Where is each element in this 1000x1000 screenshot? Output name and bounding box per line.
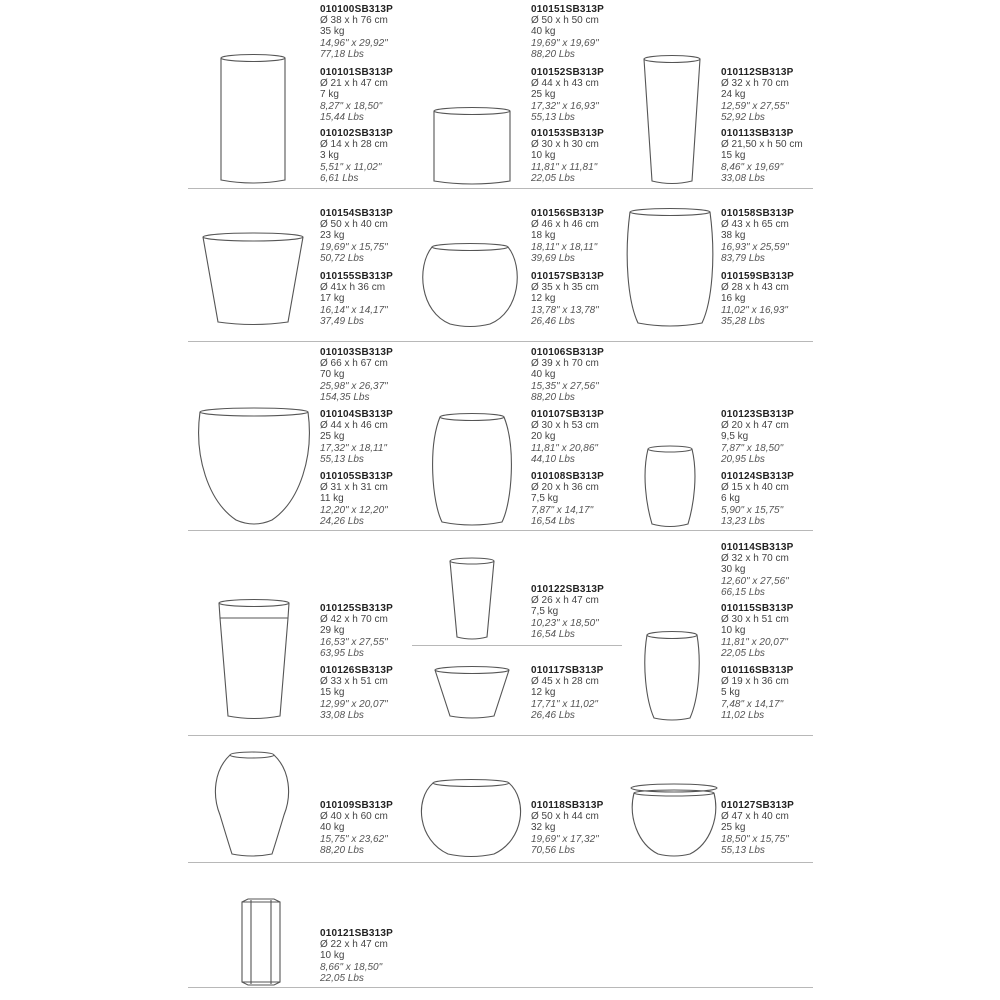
product-dimensions-inch: 17,32" x 18,11" xyxy=(320,442,387,454)
product-spec xyxy=(320,409,440,465)
product-code: 010105SB313P xyxy=(320,471,394,482)
product-spec xyxy=(721,271,841,327)
product-code: 010122SB313P xyxy=(531,584,605,595)
product-code: 010109SB313P xyxy=(320,800,394,811)
product-weight-kg: 25 kg xyxy=(320,431,345,443)
product-spec xyxy=(320,271,440,327)
product-weight-lbs: 22,05 Lbs xyxy=(721,647,765,659)
product-dimensions-cm: Ø 44 x h 43 cm xyxy=(531,78,599,90)
product-weight-lbs: 37,49 Lbs xyxy=(320,315,364,327)
product-spec xyxy=(721,409,841,465)
product-weight-kg: 40 kg xyxy=(531,26,556,38)
product-dimensions-inch: 16,93" x 25,59" xyxy=(721,241,789,253)
low-cylinder-planter-illustration xyxy=(432,106,512,188)
product-code: 010121SB313P xyxy=(320,928,394,939)
product-dimensions-cm: Ø 46 x h 46 cm xyxy=(531,219,599,231)
product-dimensions-cm: Ø 20 x h 47 cm xyxy=(721,420,789,432)
product-dimensions-inch: 12,20" x 12,20" xyxy=(320,504,388,516)
product-weight-kg: 30 kg xyxy=(721,564,746,576)
product-weight-lbs: 66,15 Lbs xyxy=(721,586,765,598)
product-weight-kg: 3 kg xyxy=(320,150,339,162)
product-weight-kg: 10 kg xyxy=(320,950,345,962)
product-dimensions-cm: Ø 50 x h 50 cm xyxy=(531,15,599,27)
product-dimensions-inch: 7,87" x 14,17" xyxy=(531,504,594,516)
product-spec xyxy=(721,67,841,123)
product-dimensions-inch: 12,99" x 20,07" xyxy=(320,698,388,710)
product-dimensions-cm: Ø 19 x h 36 cm xyxy=(721,676,789,688)
product-dimensions-cm: Ø 28 x h 43 cm xyxy=(721,282,789,294)
product-spec xyxy=(320,4,440,60)
product-weight-kg: 6 kg xyxy=(721,493,740,505)
slim-tall-tapered-planter-illustration xyxy=(448,557,496,643)
product-code: 010125SB313P xyxy=(320,603,394,614)
product-dimensions-cm: Ø 22 x h 47 cm xyxy=(320,939,388,951)
product-spec xyxy=(531,800,651,856)
product-spec xyxy=(320,603,440,659)
row-divider-5 xyxy=(188,862,813,863)
row-divider-4 xyxy=(188,735,813,736)
product-weight-lbs: 50,72 Lbs xyxy=(320,252,364,264)
product-code: 010156SB313P xyxy=(531,208,605,219)
product-weight-kg: 25 kg xyxy=(531,89,556,101)
product-weight-kg: 11 kg xyxy=(320,493,344,505)
product-dimensions-cm: Ø 39 x h 70 cm xyxy=(531,358,599,370)
product-spec xyxy=(531,271,651,327)
product-weight-kg: 16 kg xyxy=(721,293,746,305)
product-dimensions-inch: 15,75" x 23,62" xyxy=(320,833,388,845)
product-dimensions-inch: 18,50" x 15,75" xyxy=(721,833,789,845)
product-weight-lbs: 20,95 Lbs xyxy=(721,453,765,465)
product-code: 010112SB313P xyxy=(721,67,794,78)
product-weight-lbs: 11,02 Lbs xyxy=(721,709,765,721)
product-spec xyxy=(721,208,841,264)
product-dimensions-inch: 11,81" x 20,86" xyxy=(531,442,598,454)
product-code: 010127SB313P xyxy=(721,800,795,811)
product-code: 010117SB313P xyxy=(531,665,604,676)
product-spec xyxy=(320,665,440,721)
product-dimensions-cm: Ø 38 x h 76 cm xyxy=(320,15,388,27)
product-dimensions-inch: 8,27" x 18,50" xyxy=(320,100,383,112)
product-spec xyxy=(531,584,651,640)
product-dimensions-cm: Ø 33 x h 51 cm xyxy=(320,676,388,688)
product-dimensions-cm: Ø 44 x h 46 cm xyxy=(320,420,388,432)
product-code: 010113SB313P xyxy=(721,128,794,139)
product-weight-kg: 17 kg xyxy=(320,293,345,305)
product-weight-lbs: 24,26 Lbs xyxy=(320,515,364,527)
product-weight-lbs: 15,44 Lbs xyxy=(320,111,364,123)
product-spec xyxy=(320,928,440,984)
product-dimensions-cm: Ø 30 x h 51 cm xyxy=(721,614,789,626)
product-code: 010157SB313P xyxy=(531,271,605,282)
product-dimensions-cm: Ø 15 x h 40 cm xyxy=(721,482,789,494)
product-weight-lbs: 22,05 Lbs xyxy=(531,172,575,184)
product-dimensions-inch: 8,46" x 19,69" xyxy=(721,161,784,173)
product-spec xyxy=(721,800,841,856)
product-dimensions-cm: Ø 20 x h 36 cm xyxy=(531,482,599,494)
row-divider-2 xyxy=(188,341,813,342)
product-dimensions-inch: 16,53" x 27,55" xyxy=(320,636,388,648)
product-code: 010126SB313P xyxy=(320,665,394,676)
product-dimensions-cm: Ø 32 x h 70 cm xyxy=(721,553,789,565)
product-weight-lbs: 88,20 Lbs xyxy=(531,48,575,60)
shallow-tapered-bowl-illustration xyxy=(432,666,512,722)
product-code: 010118SB313P xyxy=(531,800,604,811)
product-code: 010158SB313P xyxy=(721,208,795,219)
product-weight-lbs: 16,54 Lbs xyxy=(531,628,575,640)
product-code: 010108SB313P xyxy=(531,471,605,482)
product-dimensions-cm: Ø 50 x h 40 cm xyxy=(320,219,388,231)
product-code: 010154SB313P xyxy=(320,208,394,219)
large-egg-bowl-planter-illustration xyxy=(196,406,312,530)
product-weight-kg: 12 kg xyxy=(531,687,556,699)
product-weight-lbs: 83,79 Lbs xyxy=(721,252,765,264)
product-dimensions-inch: 17,71" x 11,02" xyxy=(531,698,598,710)
product-weight-lbs: 13,23 Lbs xyxy=(721,515,765,527)
product-dimensions-inch: 10,23" x 18,50" xyxy=(531,617,599,629)
product-spec xyxy=(320,128,440,184)
product-dimensions-cm: Ø 42 x h 70 cm xyxy=(320,614,388,626)
product-spec xyxy=(531,347,651,403)
product-weight-kg: 9,5 kg xyxy=(721,431,749,443)
product-weight-kg: 35 kg xyxy=(320,26,345,38)
row-divider-sub xyxy=(412,645,622,646)
product-code: 010155SB313P xyxy=(320,271,394,282)
product-spec xyxy=(721,471,841,527)
product-dimensions-inch: 18,11" x 18,11" xyxy=(531,241,598,253)
product-spec xyxy=(320,67,440,123)
product-dimensions-cm: Ø 30 x h 30 cm xyxy=(531,139,599,151)
product-dimensions-cm: Ø 47 x h 40 cm xyxy=(721,811,789,823)
product-dimensions-cm: Ø 21 x h 47 cm xyxy=(320,78,388,90)
product-dimensions-cm: Ø 30 x h 53 cm xyxy=(531,420,599,432)
product-weight-kg: 40 kg xyxy=(320,822,345,834)
product-dimensions-inch: 7,87" x 18,50" xyxy=(721,442,784,454)
product-code: 010159SB313P xyxy=(721,271,795,282)
product-spec xyxy=(531,4,651,60)
product-weight-kg: 20 kg xyxy=(531,431,556,443)
product-code: 010102SB313P xyxy=(320,128,394,139)
product-code: 010153SB313P xyxy=(531,128,605,139)
product-weight-lbs: 55,13 Lbs xyxy=(721,844,765,856)
product-weight-lbs: 52,92 Lbs xyxy=(721,111,765,123)
product-spec xyxy=(320,347,440,403)
product-dimensions-cm: Ø 40 x h 60 cm xyxy=(320,811,388,823)
slender-barrel-planter-illustration xyxy=(642,630,702,724)
product-spec xyxy=(721,128,841,184)
product-dimensions-inch: 7,48" x 14,17" xyxy=(721,698,784,710)
row-divider-3 xyxy=(188,530,813,531)
product-weight-kg: 70 kg xyxy=(320,369,345,381)
product-weight-kg: 23 kg xyxy=(320,230,345,242)
product-dimensions-cm: Ø 31 x h 31 cm xyxy=(320,482,388,494)
row-divider-1 xyxy=(188,188,813,189)
faceted-column-planter-illustration xyxy=(238,898,284,988)
tall-barrel-planter-illustration xyxy=(428,412,516,530)
product-weight-lbs: 26,46 Lbs xyxy=(531,709,575,721)
product-dimensions-cm: Ø 43 x h 65 cm xyxy=(721,219,789,231)
product-dimensions-inch: 11,81" x 11,81" xyxy=(531,161,598,173)
product-weight-kg: 10 kg xyxy=(531,150,556,162)
product-code: 010123SB313P xyxy=(721,409,795,420)
product-dimensions-cm: Ø 26 x h 47 cm xyxy=(531,595,599,607)
product-weight-lbs: 63,95 Lbs xyxy=(320,647,364,659)
product-weight-kg: 18 kg xyxy=(531,230,556,242)
product-code: 010106SB313P xyxy=(531,347,605,358)
product-code: 010114SB313P xyxy=(721,542,794,553)
product-weight-kg: 7 kg xyxy=(320,89,339,101)
wide-tapered-bowl-planter-illustration xyxy=(200,232,306,328)
product-code: 010151SB313P xyxy=(531,4,605,15)
product-spec xyxy=(531,128,651,184)
product-dimensions-cm: Ø 50 x h 44 cm xyxy=(531,811,599,823)
product-dimensions-inch: 16,14" x 14,17" xyxy=(320,304,388,316)
product-spec xyxy=(721,603,841,659)
product-weight-kg: 29 kg xyxy=(320,625,345,637)
product-spec xyxy=(531,471,651,527)
product-spec xyxy=(531,409,651,465)
product-dimensions-inch: 19,69" x 19,69" xyxy=(531,37,599,49)
product-weight-kg: 10 kg xyxy=(721,625,746,637)
product-dimensions-inch: 12,59" x 27,55" xyxy=(721,100,789,112)
product-weight-kg: 15 kg xyxy=(320,687,345,699)
product-dimensions-inch: 12,60" x 27,56" xyxy=(721,575,789,587)
product-weight-kg: 15 kg xyxy=(721,150,746,162)
product-dimensions-inch: 13,78" x 13,78" xyxy=(531,304,599,316)
product-spec xyxy=(320,208,440,264)
product-weight-lbs: 26,46 Lbs xyxy=(531,315,575,327)
product-weight-kg: 12 kg xyxy=(531,293,556,305)
product-code: 010152SB313P xyxy=(531,67,605,78)
product-dimensions-inch: 14,96" x 29,92" xyxy=(320,37,388,49)
product-spec xyxy=(531,665,651,721)
product-dimensions-inch: 5,51" x 11,02" xyxy=(320,161,382,173)
product-dimensions-cm: Ø 21,50 x h 50 cm xyxy=(721,139,803,151)
product-code: 010103SB313P xyxy=(320,347,394,358)
product-spec xyxy=(721,665,841,721)
product-dimensions-cm: Ø 32 x h 70 cm xyxy=(721,78,789,90)
product-code: 010101SB313P xyxy=(320,67,394,78)
product-code: 010124SB313P xyxy=(721,471,795,482)
tall-cylinder-planter-illustration xyxy=(218,52,288,187)
product-weight-lbs: 55,13 Lbs xyxy=(531,111,575,123)
amphora-vase-planter-illustration xyxy=(214,750,290,860)
product-code: 010116SB313P xyxy=(721,665,794,676)
product-spec xyxy=(531,67,651,123)
product-spec xyxy=(721,542,841,598)
product-dimensions-inch: 19,69" x 17,32" xyxy=(531,833,599,845)
product-dimensions-inch: 11,02" x 16,93" xyxy=(721,304,788,316)
product-dimensions-inch: 11,81" x 20,07" xyxy=(721,636,788,648)
product-dimensions-cm: Ø 45 x h 28 cm xyxy=(531,676,599,688)
product-code: 010104SB313P xyxy=(320,409,394,420)
product-weight-lbs: 44,10 Lbs xyxy=(531,453,575,465)
product-weight-kg: 5 kg xyxy=(721,687,740,699)
product-dimensions-inch: 8,66" x 18,50" xyxy=(320,961,383,973)
rimmed-cone-planter-illustration xyxy=(214,598,294,724)
product-weight-lbs: 55,13 Lbs xyxy=(320,453,364,465)
product-dimensions-cm: Ø 14 x h 28 cm xyxy=(320,139,388,151)
product-weight-lbs: 39,69 Lbs xyxy=(531,252,575,264)
product-weight-kg: 32 kg xyxy=(531,822,556,834)
product-weight-lbs: 88,20 Lbs xyxy=(320,844,364,856)
product-weight-kg: 38 kg xyxy=(721,230,746,242)
product-weight-kg: 7,5 kg xyxy=(531,493,559,505)
product-dimensions-cm: Ø 41x h 36 cm xyxy=(320,282,386,294)
tall-tapered-planter-illustration xyxy=(642,54,702,188)
product-weight-lbs: 77,18 Lbs xyxy=(320,48,364,60)
product-weight-kg: 40 kg xyxy=(531,369,556,381)
product-code: 010107SB313P xyxy=(531,409,605,420)
product-weight-lbs: 33,08 Lbs xyxy=(320,709,364,721)
product-weight-lbs: 33,08 Lbs xyxy=(721,172,765,184)
product-spec xyxy=(531,208,651,264)
product-dimensions-cm: Ø 66 x h 67 cm xyxy=(320,358,388,370)
product-code: 010115SB313P xyxy=(721,603,794,614)
product-weight-kg: 24 kg xyxy=(721,89,746,101)
product-dimensions-cm: Ø 35 x h 35 cm xyxy=(531,282,599,294)
product-weight-lbs: 154,35 Lbs xyxy=(320,391,370,403)
product-code: 010100SB313P xyxy=(320,4,394,15)
product-dimensions-inch: 25,98" x 26,37" xyxy=(320,380,388,392)
product-dimensions-inch: 17,32" x 16,93" xyxy=(531,100,599,112)
product-spec xyxy=(320,800,440,856)
product-weight-lbs: 16,54 Lbs xyxy=(531,515,575,527)
product-weight-lbs: 35,28 Lbs xyxy=(721,315,765,327)
product-dimensions-inch: 19,69" x 15,75" xyxy=(320,241,388,253)
product-weight-kg: 7,5 kg xyxy=(531,606,559,618)
product-weight-lbs: 70,56 Lbs xyxy=(531,844,575,856)
product-weight-lbs: 22,05 Lbs xyxy=(320,972,364,984)
product-weight-lbs: 6,61 Lbs xyxy=(320,172,359,184)
product-spec xyxy=(320,471,440,527)
product-dimensions-inch: 15,35" x 27,56" xyxy=(531,380,599,392)
product-dimensions-inch: 5,90" x 15,75" xyxy=(721,504,784,516)
product-weight-lbs: 88,20 Lbs xyxy=(531,391,575,403)
product-weight-kg: 25 kg xyxy=(721,822,746,834)
